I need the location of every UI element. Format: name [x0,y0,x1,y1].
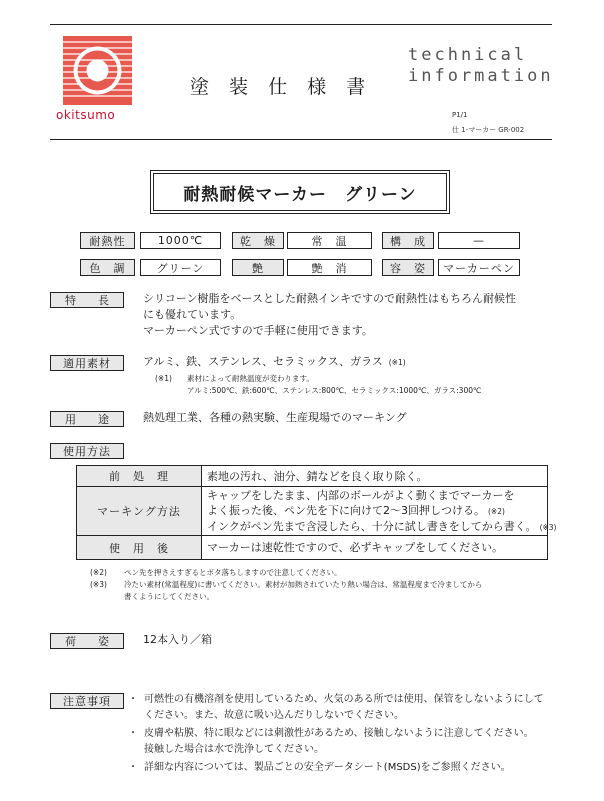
method-table [76,465,557,560]
features-line: マーカーペン式ですので手軽に使用できます。 [143,324,373,337]
technical-information-heading [408,45,554,87]
method-note-text: ペン先を押さえすぎるとボタ落ちしますので注意してください。 [124,568,342,577]
spec-label-form: 容 姿 [382,259,434,276]
section-label-usage: 用途 [50,411,124,427]
spec-value-composition: — [438,232,520,249]
method-row-label: 前 処 理 [77,466,202,486]
method-note-mark: (※3) [90,580,107,589]
method-note-mark: (※2) [90,568,107,577]
product-title-box [150,170,450,214]
spec-value-heat: 1000℃ [140,232,221,249]
spec-label-gloss: 艶 [232,259,284,276]
table-row [77,536,547,559]
packaging-text: 12本入り／箱 [143,633,212,646]
spec-value-color: グリーン [140,259,221,276]
features-line: にも優れています。 [143,308,242,321]
spec-value-gloss: 艶 消 [287,259,372,276]
method-row-content: 素地の汚れ、油分、錆などを良く取り除く。 [207,469,428,483]
spec-value-drying: 常 温 [287,232,372,249]
footnote-marker: (※2) [488,506,505,516]
method-row-content: キャップをしたまま、内部のボールがよく動くまでマーカーを よく振った後、ペン先を下に向けて2～3回押しつける。 (※2) インクがペン先まで含浸したら、十分に試し書きをしてから書く。 (※3) [207,488,557,533]
caution-item: ・ 詳細な内容については、製品ごとの安全データシート(MSDS)をご参照ください。 [128,762,511,773]
page-number: P1/1 [452,111,468,119]
top-rule [50,24,552,25]
spec-label-drying: 乾 燥 [232,232,284,249]
logo-mark-icon [63,36,132,105]
spec-label-color: 色 調 [80,259,135,276]
materials-note-mark: (※1) [155,374,172,383]
spec-label-heat: 耐熱性 [80,232,135,249]
section-label-features: 特長 [50,292,124,308]
table-row [77,487,557,536]
method-note-text: 冷たい素材(常温程度)に書いてください。素材が加熱されていたり熱い場合は、常温程度まで冷ましてから [124,580,483,589]
materials-note-line-2: アルミ:500℃、鉄:600℃、ステンレス:800℃、セラミックス:1000℃、ガラス:300℃ [187,386,482,395]
caution-item: ・ 可燃性の有機溶剤を使用しているため、火気のある所では使用、保管をしないようにして ください。また、故意に吸い込んだりしないでください。 [128,694,544,721]
document-code: 仕 1-マーカー GR-002 [452,126,525,134]
method-row-content: マーカーは速乾性ですので、必ずキャップをしてください。 [207,541,504,554]
header-rule [50,139,552,140]
section-label-method: 使用方法 [50,443,124,459]
footnote-marker: (※3) [539,522,557,532]
caution-item: ・ 皮膚や粘膜、特に眼などには刺激性があるため、接触しないように注意してください。 接触した場合は水で洗浄してください。 [128,728,534,755]
company-logo [63,36,132,105]
method-row-label: マーキング方法 [77,487,202,535]
materials-note-line-1: 素材によって耐熱温度が変わります。 [187,374,314,383]
company-name: okitsumo [56,108,116,122]
table-row [77,466,547,487]
method-note-text: 書くようにしてください。 [124,592,214,601]
product-title: 耐熱耐候マーカー グリーン [153,173,447,211]
usage-text: 熱処理工業、各種の熱実験、生産現場でのマーキング [143,411,407,424]
materials-text: アルミ、鉄、ステンレス、セラミックス、ガラス (※1) [143,355,406,368]
method-row-label: 使 用 後 [77,536,202,559]
features-text [143,291,516,339]
features-line: シリコーン樹脂をベースとした耐熱インキですので耐熱性はもちろん耐候性 [143,292,517,305]
spec-value-form: マーカーペン [438,259,520,276]
tech-line-2: information [408,66,554,86]
section-label-packaging: 荷姿 [50,633,124,649]
section-label-cautions: 注意事項 [50,693,124,709]
section-label-materials: 適用素材 [50,355,124,371]
footnote-marker: (※1) [388,358,406,367]
tech-line-1: technical [408,45,528,65]
document-title: 塗 装 仕 様 書 [190,76,373,98]
spec-label-composition: 構 成 [382,232,434,249]
